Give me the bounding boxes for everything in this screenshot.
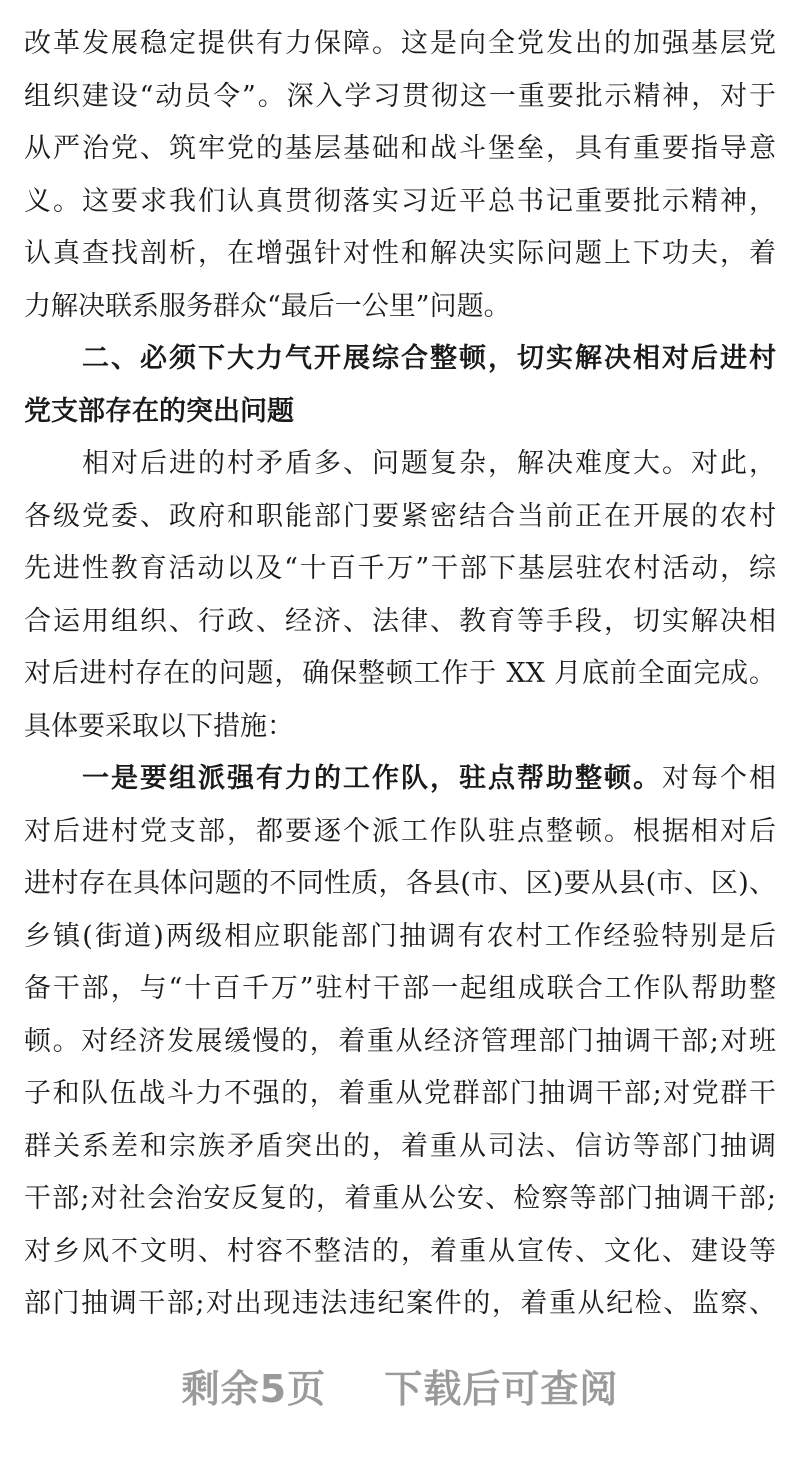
body-line: 具体要采取以下措施： [24, 710, 294, 742]
body-line: 合运用组织、行政、经济、法律、教育等手段，切实解决相 [24, 605, 776, 637]
body-line: 义。这要求我们认真贯彻落实习近平总书记重要批示精神， [24, 185, 776, 217]
body-line: 对后进村党支部，都要逐个派工作队驻点整顿。根据相对后 [24, 815, 776, 847]
body-line: 备干部，与“十百千万”驻村干部一起组成联合工作队帮助整 [24, 973, 776, 1004]
body-line: 子和队伍战斗力不强的，着重从党群部门抽调干部;对党群干 [24, 1078, 776, 1109]
document-body [24, 18, 776, 1331]
download-to-view-label: 下载后可查阅 [384, 1367, 619, 1411]
body-line: 各级党委、政府和职能部门要紧密结合当前正在开展的农村 [24, 500, 776, 532]
body-line-with-bold-lead [24, 753, 776, 806]
body-line: 力解决联系服务群众“最后一公里”问题。 [24, 290, 511, 322]
body-line: 进村存在具体问题的不同性质，各县(市、区)要从县(市、区)、 [24, 868, 776, 899]
body-line: 部门抽调干部;对出现违法违纪案件的，着重从纪检、监察、 [24, 1288, 776, 1319]
body-line: 改革发展稳定提供有力保障。这是向全党发出的加强基层党 [24, 28, 776, 59]
body-line: 群关系差和宗族矛盾突出的，着重从司法、信访等部门抽调 [24, 1130, 776, 1162]
body-line: 顿。对经济发展缓慢的，着重从经济管理部门抽调干部;对班 [24, 1025, 776, 1057]
body-line: 认真查找剖析，在增强针对性和解决实际问题上下功夫，着 [24, 238, 776, 269]
body-line-tail: 对每个相 [662, 763, 776, 794]
body-line: 相对后进的村矛盾多、问题复杂，解决难度大。对此， [82, 448, 776, 479]
download-prompt[interactable] [0, 1358, 800, 1413]
section-heading: 二、必须下大力气开展综合整顿，切实解决相对后进村 [82, 343, 776, 374]
section-heading: 党支部存在的突出问题 [24, 395, 294, 427]
body-line: 干部;对社会治安反复的，着重从公安、检察等部门抽调干部; [24, 1183, 776, 1214]
body-line: 组织建设“动员令”。深入学习贯彻这一重要批示精神，对于 [24, 80, 776, 112]
body-line: 对乡风不文明、村容不整洁的，着重从宣传、文化、建设等 [24, 1235, 776, 1267]
body-line: 先进性教育活动以及“十百千万”干部下基层驻农村活动，综 [24, 553, 776, 584]
body-line: 从严治党、筑牢党的基层基础和战斗堡垒，具有重要指导意 [24, 133, 776, 164]
remaining-pages-label: 剩余5页 [181, 1367, 327, 1411]
body-line: 乡镇(街道)两级相应职能部门抽调有农村工作经验特别是后 [24, 920, 776, 952]
body-line: 对后进村存在的问题，确保整顿工作于 XX 月底前全面完成。 [24, 658, 776, 689]
bold-lead: 一是要组派强有力的工作队，驻点帮助整顿。 [82, 763, 662, 794]
